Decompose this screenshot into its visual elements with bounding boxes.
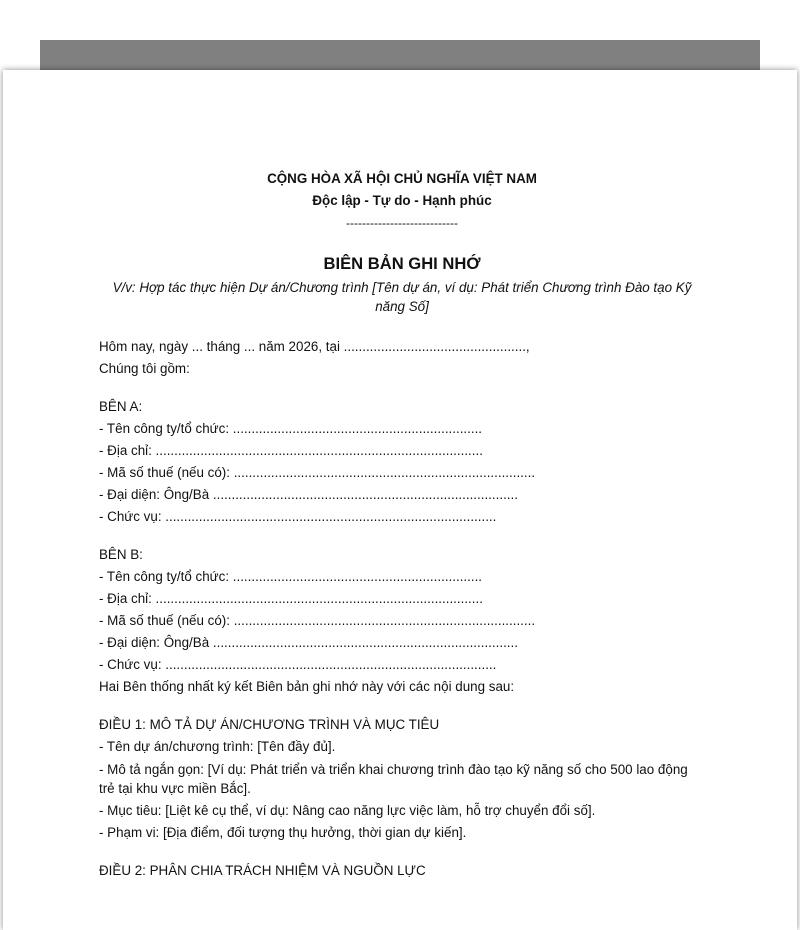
party-a-position: - Chức vụ: ......................................................................................... bbox=[99, 509, 497, 524]
document-body bbox=[99, 168, 705, 882]
article-1-objective: - Mục tiêu: [Liệt kê cụ thể, ví dụ: Nâng cao năng lực việc làm, hỗ trợ chuyển đổi số]. bbox=[99, 803, 596, 818]
article-2-section bbox=[99, 860, 705, 882]
article-2-heading: ĐIỀU 2: PHÂN CHIA TRÁCH NHIỆM VÀ NGUỒN LỰC bbox=[99, 863, 426, 878]
intro-line: Chúng tôi gồm: bbox=[99, 361, 190, 376]
document-page bbox=[3, 70, 797, 930]
article-1-project-name: - Tên dự án/chương trình: [Tên đầy đủ]. bbox=[99, 739, 336, 754]
header-separator: ---------------------------- bbox=[346, 216, 458, 230]
party-b-tax-id: - Mã số thuế (nếu có): ................................................................................. bbox=[99, 613, 536, 628]
party-b-representative: - Đại diện: Ông/Bà .................................................................................. bbox=[99, 635, 518, 650]
nation-header: CỘNG HÒA XÃ HỘI CHỦ NGHĨA VIỆT NAM bbox=[267, 171, 537, 186]
party-a-heading: BÊN A: bbox=[99, 399, 143, 414]
agreement-intro: Hai Bên thống nhất ký kết Biên bản ghi nhớ này với các nội dung sau: bbox=[99, 679, 515, 694]
party-a-name: - Tên công ty/tổ chức: ................................................................... bbox=[99, 421, 483, 436]
party-a-representative: - Đại diện: Ông/Bà .................................................................................. bbox=[99, 487, 518, 502]
document-subtitle: V/v: Hợp tác thực hiện Dự án/Chương trình [Tên dự án, ví dụ: Phát triển Chương trình Đào tạo Kỹ năng Số] bbox=[112, 280, 692, 314]
article-1-section bbox=[99, 714, 705, 844]
party-a-tax-id: - Mã số thuế (nếu có): ................................................................................. bbox=[99, 465, 536, 480]
article-1-scope: - Phạm vi: [Địa điểm, đối tượng thụ hưởng, thời gian dự kiến]. bbox=[99, 825, 467, 840]
party-b-position: - Chức vụ: ......................................................................................... bbox=[99, 657, 497, 672]
party-b-section bbox=[99, 544, 705, 676]
party-b-heading: BÊN B: bbox=[99, 547, 143, 562]
motto: Độc lập - Tự do - Hạnh phúc bbox=[312, 193, 492, 208]
party-b-address: - Địa chỉ: ........................................................................................ bbox=[99, 591, 483, 606]
party-a-section bbox=[99, 396, 705, 528]
party-a-address: - Địa chỉ: ........................................................................................ bbox=[99, 443, 483, 458]
date-line: Hôm nay, ngày ... tháng ... năm 2026, tại ................................................., bbox=[99, 339, 530, 354]
article-1-description: - Mô tả ngắn gọn: [Ví dụ: Phát triển và triển khai chương trình đào tạo kỹ năng số cho 500 lao động trẻ tại khu vực miền Bắc]. bbox=[99, 762, 688, 796]
party-b-name: - Tên công ty/tổ chức: ................................................................... bbox=[99, 569, 483, 584]
article-1-heading: ĐIỀU 1: MÔ TẢ DỰ ÁN/CHƯƠNG TRÌNH VÀ MỤC TIÊU bbox=[99, 717, 440, 732]
document-title: BIÊN BẢN GHI NHỚ bbox=[323, 254, 481, 273]
